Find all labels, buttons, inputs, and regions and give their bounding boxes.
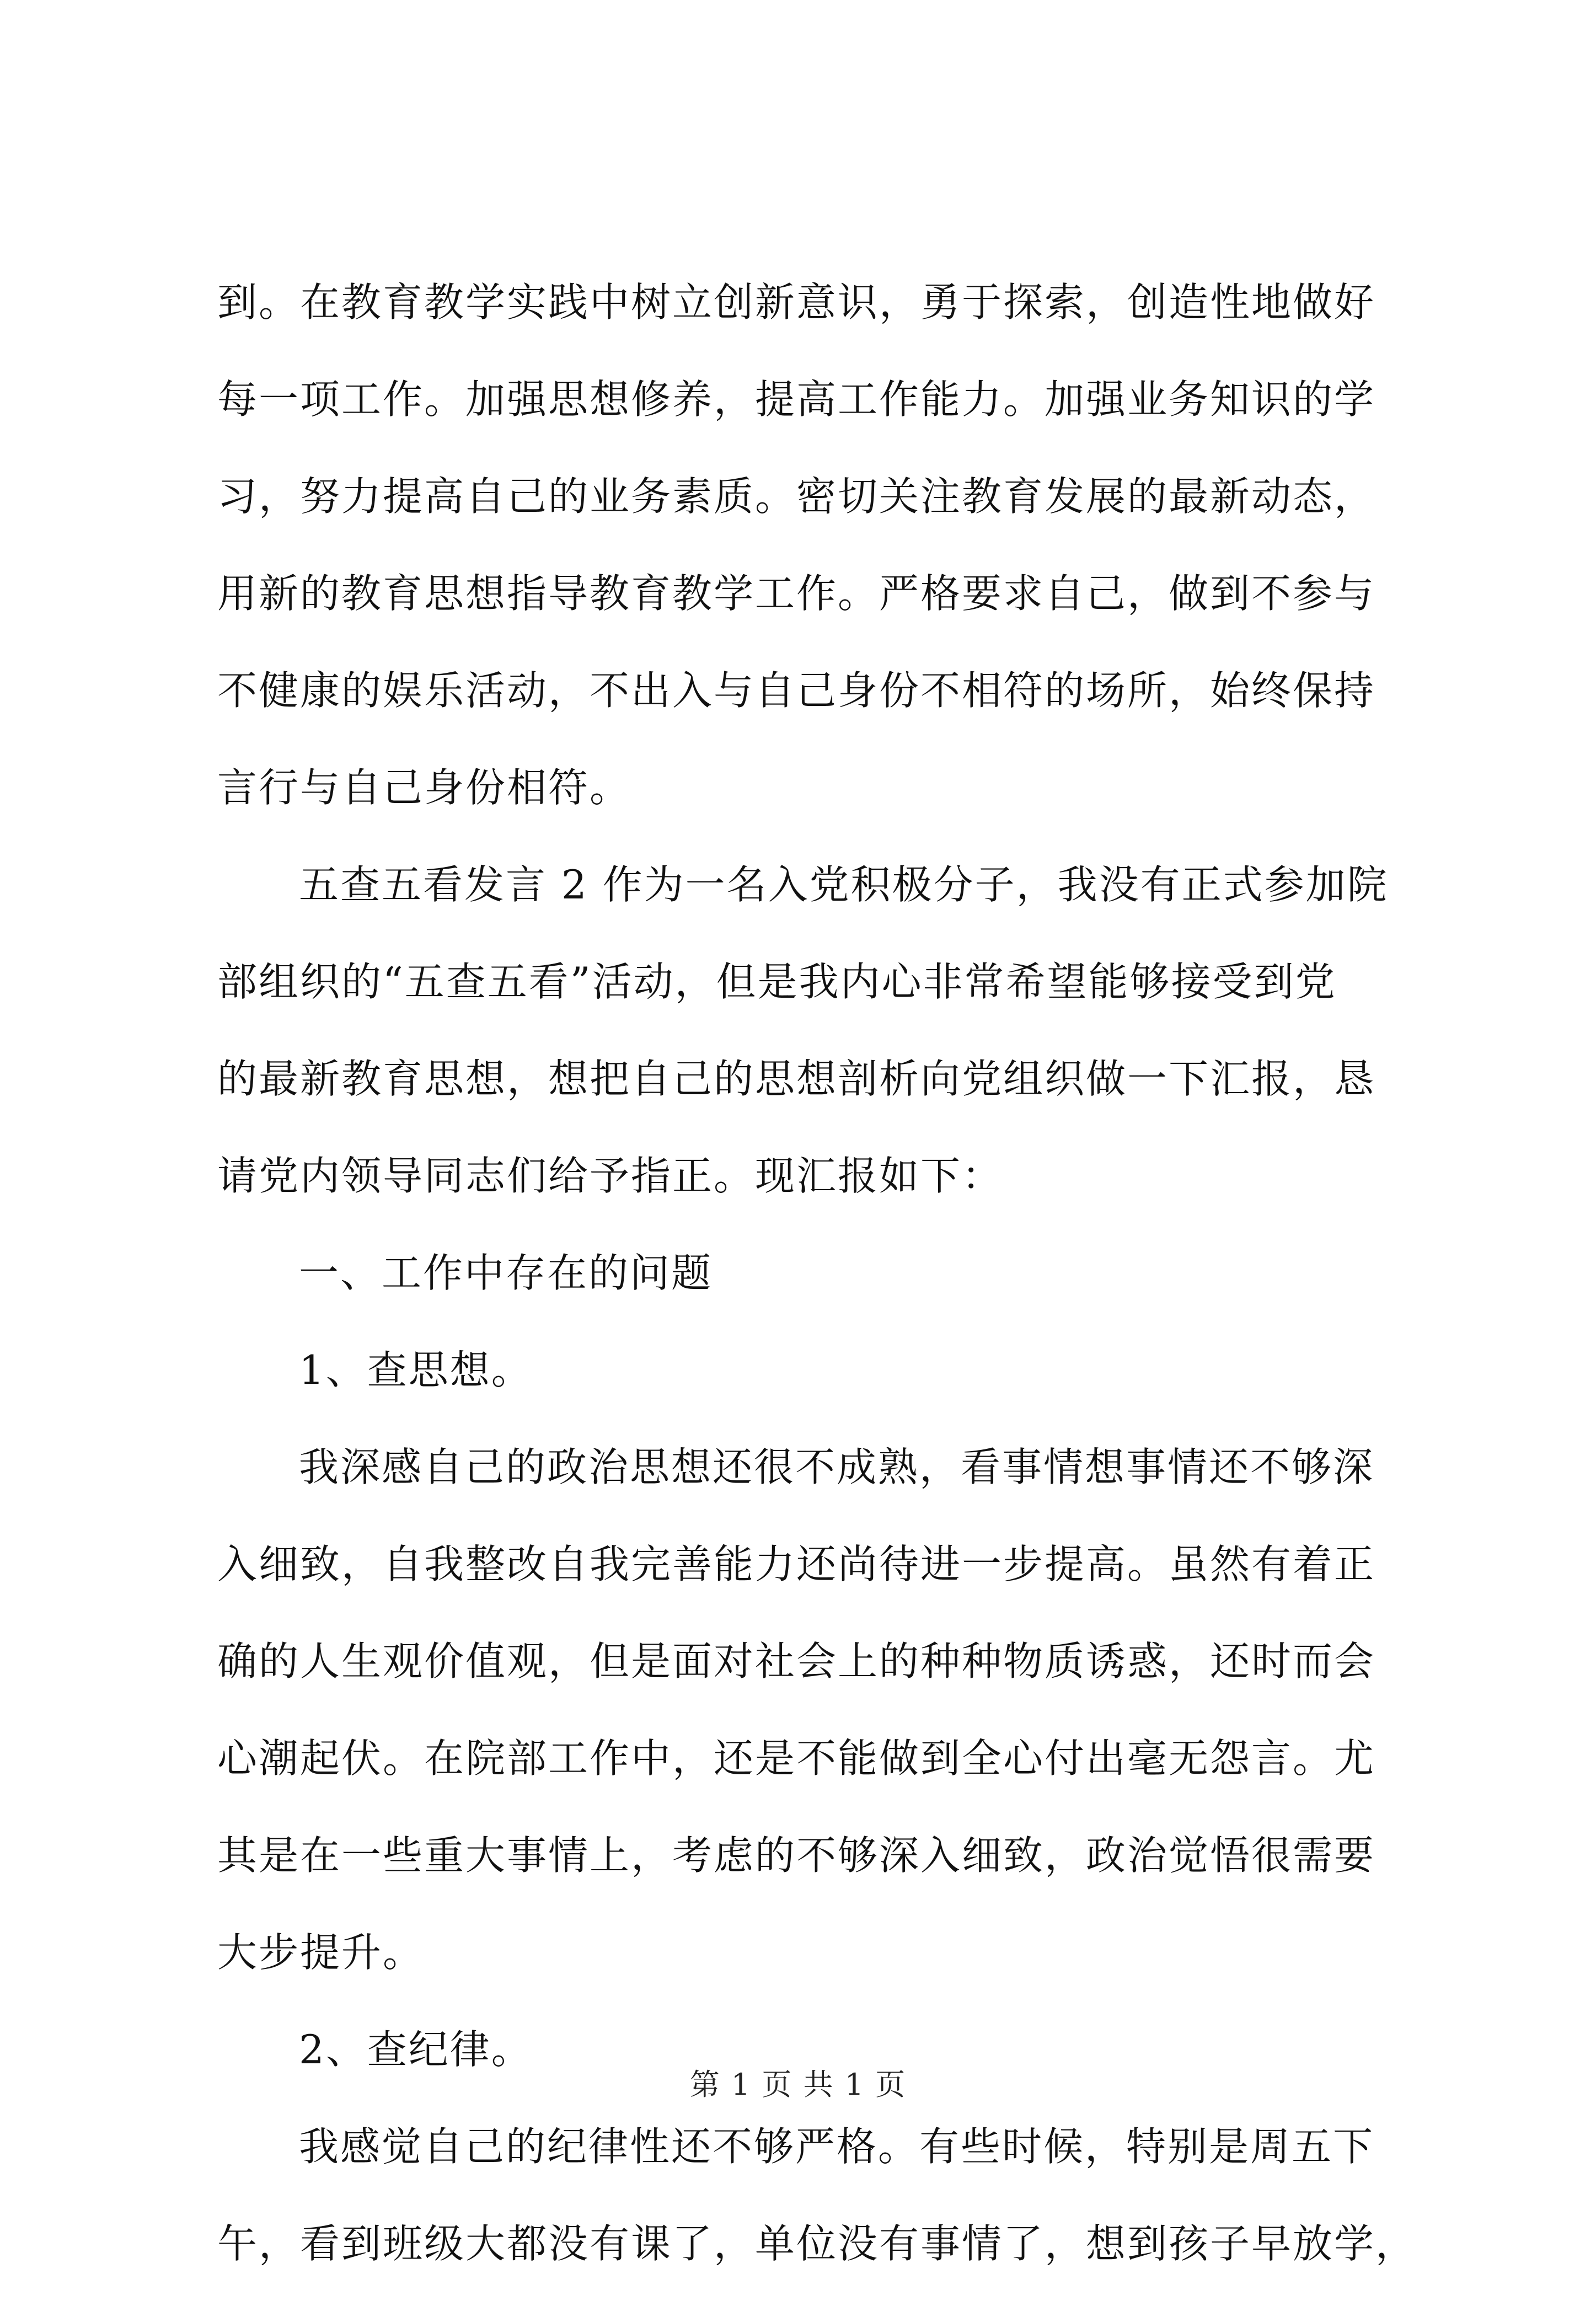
- text-line: 用新的教育思想指导教育教学工作。严格要求自己，做到不参与: [217, 570, 1376, 617]
- paragraph-start-line: 五查五看发言 2 作为一名入党积极分子，我没有正式参加院: [299, 861, 1389, 908]
- text-line: 其是在一些重大事情上，考虑的不够深入细致，政治觉悟很需要: [217, 1832, 1376, 1879]
- text-line: 习，努力提高自己的业务素质。密切关注教育发展的最新动态，: [217, 473, 1376, 520]
- text-line: 每一项工作。加强思想修养，提高工作能力。加强业务知识的学: [217, 376, 1376, 422]
- paragraph-start-line: 我深感自己的政治思想还很不成熟，看事情想事情还不够深: [299, 1444, 1375, 1490]
- paragraph-start-line: 我感觉自己的纪律性还不够严格。有些时候，特别是周五下: [299, 2123, 1375, 2170]
- text-line: 言行与自己身份相符。: [217, 764, 631, 811]
- text-line: 心潮起伏。在院部工作中，还是不能做到全心付出毫无怨言。尤: [217, 1735, 1376, 1781]
- subsection-heading: 1、查思想。: [299, 1347, 533, 1393]
- text-line: 的最新教育思想，想把自己的思想剖析向党组织做一下汇报，恳: [217, 1056, 1376, 1102]
- text-line: 大步提升。: [217, 1929, 425, 1976]
- document-body: [217, 279, 1417, 2317]
- text-line: 确的人生观价值观，但是面对社会上的种种物质诱惑，还时而会: [217, 1638, 1376, 1684]
- subsection-heading: 2、查纪律。: [299, 2026, 533, 2073]
- text-line: 到。在教育教学实践中树立创新意识，勇于探索，创造性地做好: [217, 279, 1376, 325]
- text-line: 不健康的娱乐活动，不出入与自己身份不相符的场所，始终保持: [217, 667, 1376, 714]
- text-line: 部组织的“五查五看”活动，但是我内心非常希望能够接受到党: [217, 959, 1337, 1005]
- text-line: 午，看到班级大都没有课了，单位没有事情了，想到孩子早放学，: [217, 2220, 1417, 2267]
- text-line: 请党内领导同志们给予指正。现汇报如下：: [217, 1153, 1004, 1199]
- section-heading: 一、工作中存在的问题: [299, 1250, 713, 1296]
- text-line: 入细致，自我整改自我完善能力还尚待进一步提高。虽然有着正: [217, 1541, 1376, 1587]
- page-footer: 第 1 页 共 1 页: [689, 2067, 907, 2102]
